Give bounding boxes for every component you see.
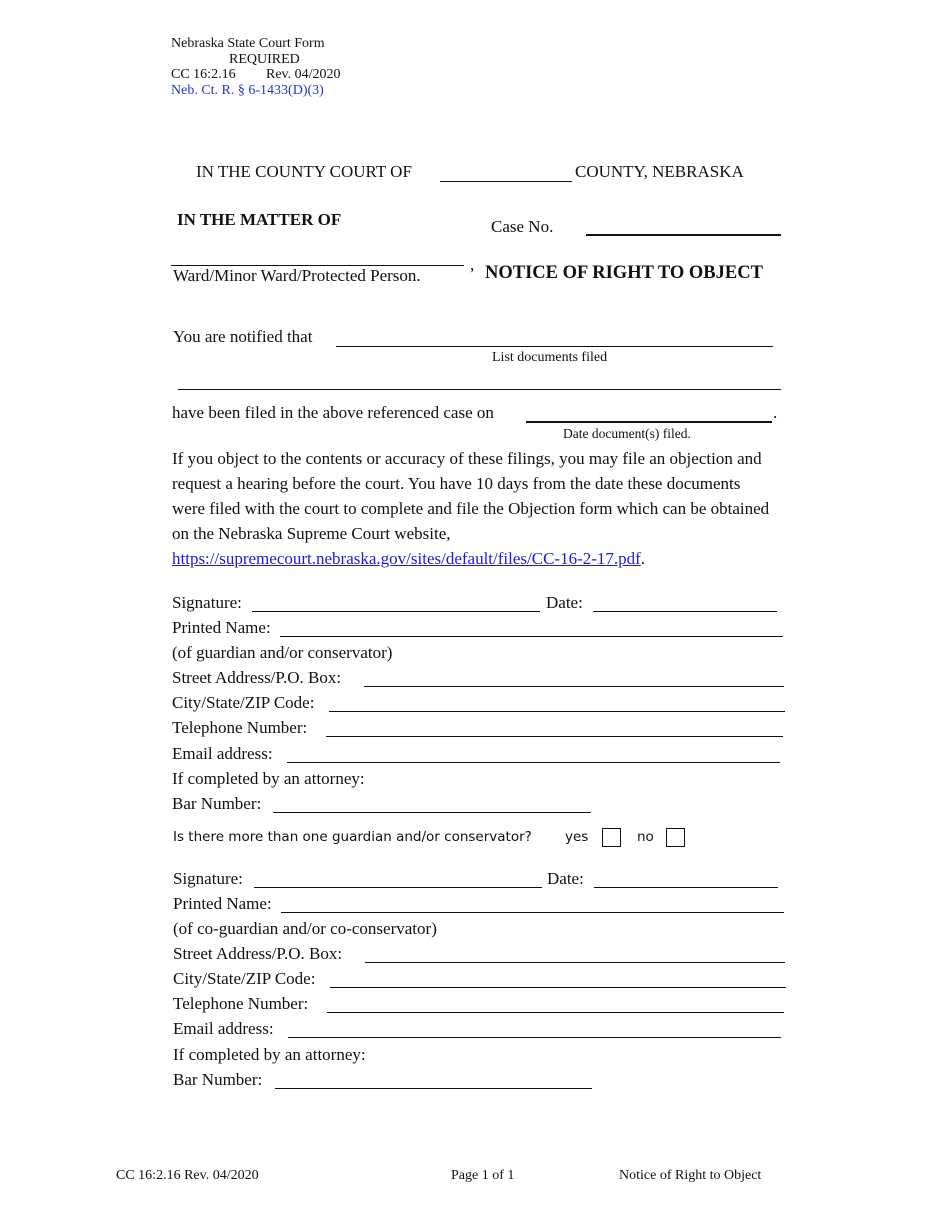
date-label: Date:	[546, 593, 583, 612]
street-address-field[interactable]	[364, 686, 784, 687]
signature-field[interactable]	[254, 887, 542, 888]
bar-number-field[interactable]	[275, 1088, 592, 1089]
link-period: .	[640, 549, 646, 568]
no-label: no	[637, 829, 654, 845]
telephone-label: Telephone Number:	[172, 718, 308, 737]
city-state-zip-label: City/State/ZIP Code:	[173, 969, 316, 988]
form-number: CC 16:2.16	[171, 67, 236, 82]
printed-name-field[interactable]	[281, 912, 784, 913]
notified-label: You are notified that	[173, 327, 313, 346]
case-number-field[interactable]	[586, 234, 781, 236]
yes-label: yes	[565, 829, 589, 845]
signature-label: Signature:	[173, 869, 243, 888]
bar-number-field[interactable]	[273, 812, 591, 813]
co-guardian-role-note: (of co-guardian and/or co-conservator)	[173, 919, 437, 938]
court-prefix: IN THE COUNTY COURT OF	[196, 162, 412, 181]
attorney-note: If completed by an attorney:	[172, 769, 365, 788]
objection-form-link[interactable]: https://supremecourt.nebraska.gov/sites/default/files/CC-16-2-17.pdf	[172, 549, 641, 568]
caption-comma: ,	[470, 255, 475, 274]
filed-text: have been filed in the above referenced case on	[172, 403, 494, 422]
required-label: REQUIRED	[229, 52, 300, 67]
documents-field[interactable]	[336, 346, 773, 347]
email-field[interactable]	[288, 1037, 781, 1038]
notice-title: NOTICE OF RIGHT TO OBJECT	[485, 263, 763, 283]
question-text: Is there more than one guardian and/or conservator?	[173, 829, 532, 845]
footer-form-title: Notice of Right to Object	[619, 1168, 762, 1183]
no-checkbox[interactable]	[666, 828, 685, 847]
telephone-field[interactable]	[326, 736, 783, 737]
signature-label: Signature:	[172, 593, 242, 612]
date-filed-hint: Date document(s) filed.	[563, 426, 691, 441]
ward-label: Ward/Minor Ward/Protected Person.	[173, 266, 421, 285]
signature-field[interactable]	[252, 611, 540, 612]
case-number-label: Case No.	[491, 217, 554, 236]
telephone-label: Telephone Number:	[173, 994, 309, 1013]
filed-period: .	[773, 403, 778, 422]
guardian-role-note: (of guardian and/or conservator)	[172, 643, 393, 662]
date-filed-field[interactable]	[526, 421, 772, 423]
printed-name-field[interactable]	[280, 636, 783, 637]
form-revision: Rev. 04/2020	[266, 67, 341, 82]
court-rule-reference: Neb. Ct. R. § 6-1433(D)(3)	[171, 83, 324, 98]
footer-page-number: Page 1 of 1	[451, 1168, 515, 1183]
street-address-label: Street Address/P.O. Box:	[172, 668, 342, 687]
printed-name-label: Printed Name:	[173, 894, 272, 913]
documents-field-continued[interactable]	[178, 389, 781, 390]
objection-text: If you object to the contents or accuracy of these filings, you may file an objection and request a hearing before the court. You have 10 days from the date these documents were filed with the court to complete and file the Objection form which can be obtained on the Nebraska Supreme Court website,	[172, 449, 770, 543]
date-label: Date:	[547, 869, 584, 888]
county-field[interactable]	[440, 181, 572, 182]
email-label: Email address:	[172, 744, 273, 763]
bar-number-label: Bar Number:	[173, 1070, 263, 1089]
email-field[interactable]	[287, 762, 780, 763]
street-address-field[interactable]	[365, 962, 785, 963]
matter-heading: IN THE MATTER OF	[177, 210, 342, 229]
bar-number-label: Bar Number:	[172, 794, 262, 813]
street-address-label: Street Address/P.O. Box:	[173, 944, 343, 963]
telephone-field[interactable]	[327, 1012, 784, 1013]
yes-checkbox[interactable]	[602, 828, 621, 847]
date-field[interactable]	[594, 887, 778, 888]
objection-paragraph	[172, 446, 772, 571]
attorney-note: If completed by an attorney:	[173, 1045, 366, 1064]
footer-form-number: CC 16:2.16 Rev. 04/2020	[116, 1168, 259, 1183]
city-state-zip-label: City/State/ZIP Code:	[172, 693, 315, 712]
city-state-zip-field[interactable]	[330, 987, 786, 988]
form-type-line: Nebraska State Court Form	[171, 36, 325, 51]
city-state-zip-field[interactable]	[329, 711, 785, 712]
documents-hint: List documents filed	[492, 350, 608, 365]
email-label: Email address:	[173, 1019, 274, 1038]
printed-name-label: Printed Name:	[172, 618, 271, 637]
court-suffix: COUNTY, NEBRASKA	[575, 162, 744, 181]
date-field[interactable]	[593, 611, 777, 612]
